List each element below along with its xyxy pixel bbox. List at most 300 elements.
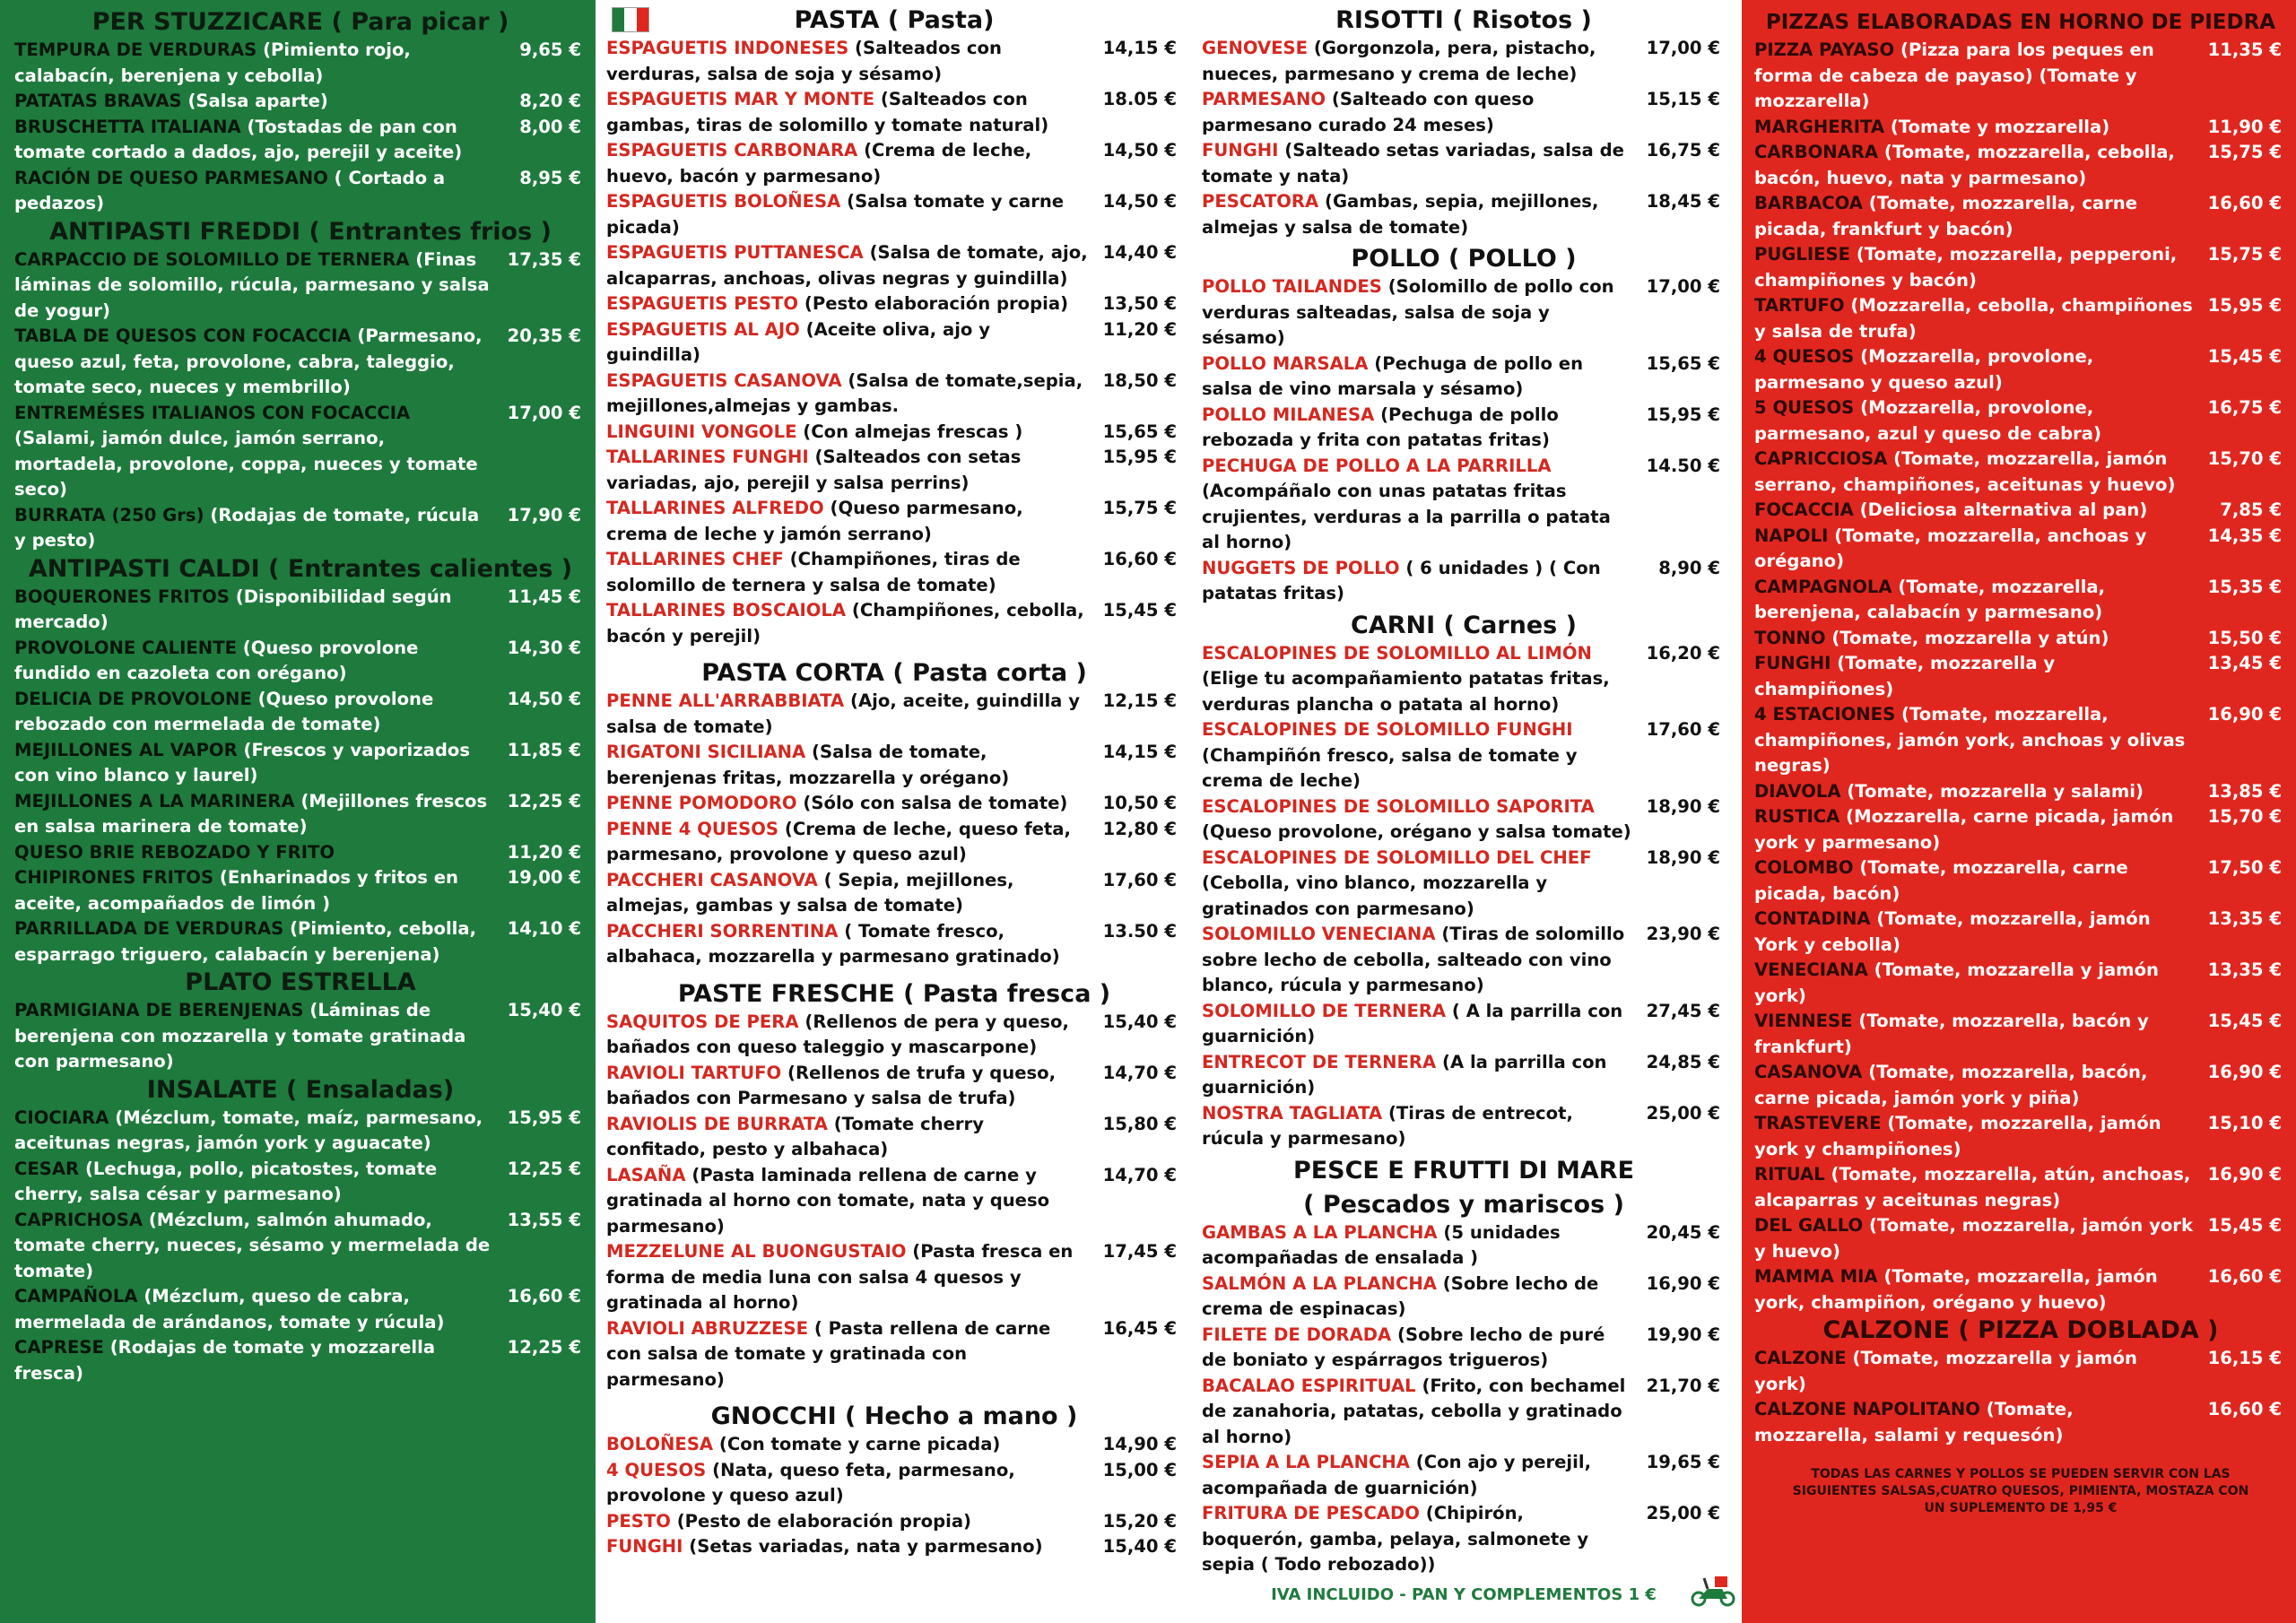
- menu-item-espaguetis-al-ajo: [606, 317, 1182, 369]
- item-description: (Parmesano, queso azul, feta, provolone, cabra, taleggio, tomate seco, nueces y membrillo): [14, 325, 483, 397]
- menu-item-tallarines-chef: [606, 547, 1182, 598]
- item-name: FILETE DE DORADA: [1202, 1324, 1392, 1345]
- item-name: RUSTICA: [1754, 806, 1840, 827]
- menu-item-pescatora: [1202, 189, 1726, 240]
- item-description: (Salsa aparte): [187, 91, 328, 111]
- item-price: 13.50 €: [1102, 920, 1177, 942]
- menu-item-cesar: [14, 1157, 587, 1208]
- menu-item-veneciana: [1754, 958, 2287, 1009]
- item-description: (Pimiento, cebolla, esparrago triguero, calabacín y berenjena): [14, 918, 477, 965]
- menu-item-linguini-vongole: [606, 420, 1182, 446]
- menu-item-raviolis-de-burrata: [606, 1112, 1182, 1163]
- item-price: 14,10 €: [507, 918, 581, 939]
- menu-item-parmigiana-de-berenjenas: [14, 998, 587, 1075]
- item-name: PATATAS BRAVAS: [14, 91, 182, 111]
- item-price: 14,70 €: [1102, 1062, 1177, 1083]
- item-name: FUNGHI: [1202, 140, 1279, 161]
- item-price: 15,15 €: [1646, 89, 1720, 109]
- menu-item-focaccia: [1754, 498, 2287, 524]
- menu-item-calzone: [1754, 1346, 2287, 1397]
- menu-item-parmesano: [1202, 87, 1726, 138]
- item-description: (Salteados con gambas, tiras de solomillo y tomate natural): [606, 89, 1049, 135]
- item-price: 15,95 €: [507, 1107, 581, 1128]
- item-price: 13,85 €: [2207, 780, 2282, 802]
- item-name: MEJILLONES A LA MARINERA: [14, 790, 295, 812]
- menu-item-barbacoa: [1754, 191, 2287, 242]
- menu-item-chipirones-fritos: [14, 865, 587, 916]
- item-description: (Mézclum, tomate, maíz, parmesano, aceitunas negras, jamón york y aguacate): [14, 1107, 483, 1153]
- section-heading: CARNI ( Carnes ): [1351, 611, 1577, 639]
- item-description: (Tomate, mozzarella, jamón york y champiñones): [1754, 1113, 2161, 1159]
- item-description: (Aceite oliva, ajo y guindilla): [606, 318, 990, 365]
- item-description: (Con almejas frescas ): [803, 421, 1023, 442]
- item-name: RAVIOLIS DE BURRATA: [606, 1113, 828, 1134]
- menu-item-espaguetis-pesto: [606, 291, 1182, 317]
- item-description: (Pizza para los peques en forma de cabeza de payaso) (Tomate y mozzarella): [1754, 39, 2154, 111]
- item-price: 16,90 €: [2207, 1164, 2282, 1185]
- section-heading: ( Pescados y mariscos ): [1303, 1190, 1624, 1219]
- item-name: TRASTEVERE: [1754, 1113, 1882, 1133]
- menu-item-penne-pomodoro: [606, 791, 1182, 817]
- item-price: 12,25 €: [507, 1337, 581, 1358]
- item-name: SALMÓN A LA PLANCHA: [1202, 1272, 1437, 1294]
- menu-item-fritura-de-pescado: [1202, 1501, 1726, 1578]
- menu-item-parrillada-de-verduras: [14, 916, 587, 968]
- item-name: CALZONE: [1754, 1348, 1847, 1368]
- item-description: (Setas variadas, nata y parmesano): [689, 1536, 1043, 1557]
- item-description: (5 unidades acompañadas de ensalada ): [1202, 1221, 1561, 1268]
- menu-item-nuggets-de-pollo: [1202, 556, 1726, 607]
- menu-item-nostra-tagliata: [1202, 1101, 1726, 1152]
- section-heading: POLLO ( POLLO ): [1351, 245, 1577, 273]
- item-price: 17,45 €: [1102, 1241, 1177, 1262]
- item-description: (Ajo, aceite, guindilla y salsa de tomate): [606, 690, 1080, 737]
- menu-item-penne-4-quesos: [606, 817, 1182, 868]
- item-description: (Salsa de tomate, ajo, alcaparras, anchoas, olivas negras y guindilla): [606, 242, 1088, 289]
- item-name: ENTREMÉSES ITALIANOS CON FOCACCIA: [14, 402, 411, 423]
- item-price: 15,95 €: [1646, 404, 1720, 425]
- item-price: 17,00 €: [1646, 38, 1720, 58]
- item-price: 11,35 €: [2207, 39, 2282, 60]
- menu-item-escalopines-de-solomillo-funghi: [1202, 717, 1726, 794]
- item-description: (Pechuga de pollo en salsa de vino marsala y sésamo): [1202, 352, 1584, 399]
- item-name: ESCALOPINES DE SOLOMILLO SAPORITA: [1202, 795, 1595, 817]
- item-name: PARMIGIANA DE BERENJENAS: [14, 1000, 304, 1020]
- item-description: (Tomate, mozzarella, carne picada, frankfurt y bacón): [1754, 193, 2138, 239]
- item-name: PARMESANO: [1202, 89, 1326, 109]
- menu-item-trastevere: [1754, 1111, 2287, 1162]
- item-description: (A la parrilla con guarnición): [1202, 1051, 1607, 1098]
- item-name: PACCHERI CASANOVA: [606, 869, 818, 890]
- item-description: (Tomate, mozzarella, berenjena, calabacín y parmesano): [1754, 576, 2106, 622]
- item-price: 14,15 €: [1102, 38, 1177, 58]
- item-name: CIOCIARA: [14, 1107, 109, 1128]
- section-heading: PASTA ( Pasta): [794, 6, 995, 34]
- item-name: TABLA DE QUESOS CON FOCACCIA: [14, 325, 352, 346]
- item-description: (Mozzarella, provolone, parmesano, azul y queso de cabra): [1754, 397, 2101, 444]
- item-description: (Tomate, mozzarella, bacón, carne picada, jamón york y piña): [1754, 1062, 2148, 1108]
- column-pizzas: [1742, 0, 2296, 1623]
- item-price: 15,40 €: [1102, 1536, 1177, 1557]
- item-price: 15,95 €: [2207, 295, 2282, 316]
- scooter-icon: [1688, 1569, 1738, 1607]
- item-description: (Queso provolone fundido en cazoleta con orégano): [14, 637, 419, 683]
- item-name: SOLOMILLO VENECIANA: [1202, 924, 1436, 944]
- item-name: POLLO TAILANDES: [1202, 276, 1382, 297]
- item-price: 25,00 €: [1646, 1102, 1720, 1124]
- menu-item-queso-brie-rebozado-y-frito: [14, 840, 587, 866]
- menu-item-tallarines-alfredo: [606, 496, 1182, 547]
- item-name: FUNGHI: [606, 1536, 683, 1557]
- item-price: 17,90 €: [507, 504, 581, 525]
- menu-item-espaguetis-indoneses: [606, 36, 1182, 87]
- menu-item-patatas-bravas: [14, 89, 587, 115]
- item-description: ( A la parrilla con guarnición): [1202, 1000, 1623, 1046]
- item-price: 15,45 €: [2207, 346, 2282, 367]
- item-name: FOCACCIA: [1754, 499, 1854, 520]
- item-name: MAMMA MIA: [1754, 1266, 1878, 1287]
- item-description: (Con ajo y perejil, acompañada de guarnición): [1202, 1452, 1592, 1498]
- menu-item-espaguetis-puttanesca: [606, 240, 1182, 291]
- item-name: ESCALOPINES DE SOLOMILLO DEL CHEF: [1202, 846, 1592, 868]
- section-heading: CALZONE ( PIZZA DOBLADA ): [1822, 1316, 2219, 1344]
- item-description: (Queso provolone, orégano y salsa tomate): [1202, 821, 1631, 842]
- item-description: (Tomate, mozzarella, salami y requesón): [1754, 1399, 2074, 1445]
- item-name: PIZZA PAYASO: [1754, 39, 1895, 60]
- item-name: PESCATORA: [1202, 191, 1319, 212]
- item-description: (Cebolla, vino blanco, mozzarella y gratinados con parmesano): [1202, 872, 1548, 919]
- item-name: PACCHERI SORRENTINA: [606, 920, 839, 942]
- menu-item-casanova: [1754, 1060, 2287, 1111]
- item-description: (Tomate, mozzarella, anchoas y orégano): [1754, 525, 2147, 571]
- item-description: (Mejillones frescos en salsa marinera de tomate): [14, 790, 488, 837]
- item-price: 16,15 €: [2207, 1348, 2282, 1368]
- item-name: BRUSCHETTA ITALIANA: [14, 116, 241, 137]
- menu-item-solomillo-de-ternera: [1202, 999, 1726, 1050]
- item-price: 16,60 €: [1102, 549, 1177, 569]
- menu-item-mejillones-al-vapor: [14, 738, 587, 789]
- item-description: (Tomate, mozzarella, jamón york y huevo): [1754, 1215, 2193, 1262]
- item-name: ESPAGUETIS MAR Y MONTE: [606, 89, 875, 109]
- menu-item-funghi: [1754, 651, 2287, 702]
- item-description: (Champiñón fresco, salsa de tomate y crema de leche): [1202, 744, 1578, 791]
- section-heading: GNOCCHI ( Hecho a mano ): [710, 1402, 1078, 1430]
- item-description: (Queso parmesano, crema de leche y jamón serrano): [606, 498, 1023, 544]
- menu-item-espaguetis-bolonesa: [606, 189, 1182, 240]
- section-heading: PESCE E FRUTTI DI MARE: [1292, 1156, 1635, 1185]
- item-price: 12,25 €: [507, 790, 581, 812]
- item-name: LINGUINI VONGOLE: [606, 421, 797, 442]
- item-description: (Rellenos de pera y queso, bañados con queso taleggio y mascarpone): [606, 1011, 1069, 1057]
- item-description: (Enharinados y fritos en aceite, acompañados de limón ): [14, 867, 458, 914]
- menu-item-pollo-milanesa: [1202, 403, 1726, 454]
- item-price: 17,00 €: [1646, 276, 1720, 297]
- item-description: (Tomate, mozzarella, atún, anchoas, alcaparras y aceitunas negras): [1754, 1164, 2191, 1211]
- item-price: 19,90 €: [1646, 1324, 1720, 1345]
- menu-item-tabla-de-quesos-con-focaccia: [14, 324, 587, 401]
- item-name: CESAR: [14, 1158, 80, 1179]
- item-description: (Láminas de berenjena con mozzarella y tomate gratinada con parmesano): [14, 1000, 466, 1072]
- item-name: PESTO: [606, 1510, 671, 1532]
- item-name: FUNGHI: [1754, 653, 1831, 673]
- item-name: BARBACOA: [1754, 193, 1863, 213]
- menu-item-solomillo-veneciana: [1202, 922, 1726, 999]
- menu-item-pugliese: [1754, 242, 2287, 293]
- item-price: 15,50 €: [2207, 627, 2282, 648]
- item-price: 27,45 €: [1646, 1000, 1720, 1021]
- sauces-note: TODAS LAS CARNES Y POLLOS SE PUEDEN SERVIR CON LAS SIGUIENTES SALSAS,CUATRO QUESOS, PIMIENTA, MOSTAZA CON UN SUPLEMENTO DE 1,95 €: [1792, 1467, 2249, 1515]
- item-name: VIENNESE: [1754, 1011, 1853, 1031]
- item-name: TALLARINES CHEF: [606, 549, 784, 569]
- item-name: LASAÑA: [606, 1164, 686, 1185]
- item-description: (Tomate y mozzarella): [1890, 116, 2110, 137]
- item-price: 23,90 €: [1646, 924, 1720, 944]
- item-price: 15,20 €: [1102, 1510, 1177, 1532]
- section-heading: ANTIPASTI CALDI ( Entrantes calientes ): [28, 554, 573, 583]
- item-price: 20,35 €: [507, 325, 581, 346]
- item-name: RIGATONI SICILIANA: [606, 742, 806, 762]
- item-name: FRITURA DE PESCADO: [1202, 1503, 1420, 1523]
- section-heading: PASTE FRESCHE ( Pasta fresca ): [677, 979, 1111, 1008]
- menu-item-tonno: [1754, 626, 2287, 652]
- menu-item-mezzelune-al-buongustaio: [606, 1239, 1182, 1316]
- item-description: (Tomate, mozzarella y champiñones): [1754, 653, 2056, 699]
- menu-item-bruschetta-italiana: [14, 115, 587, 166]
- item-description: (Champiñones, cebolla, bacón y perejil): [606, 600, 1084, 647]
- item-price: 14.50 €: [1646, 455, 1720, 476]
- menu-item-gambas-a-la-plancha: [1202, 1220, 1726, 1271]
- item-description: (Tomate, mozzarella y atún): [1831, 627, 2109, 648]
- menu-item-rustica: [1754, 804, 2287, 855]
- section-heading: ANTIPASTI FREDDI ( Entrantes frios ): [49, 217, 552, 246]
- item-price: 15,45 €: [1102, 600, 1177, 621]
- item-name: POLLO MILANESA: [1202, 404, 1375, 425]
- item-price: 11,90 €: [2207, 116, 2282, 137]
- menu-item-escalopines-de-solomillo-saporita: [1202, 794, 1726, 846]
- item-price: 15,80 €: [1102, 1113, 1177, 1134]
- item-description: (Salami, jamón dulce, jamón serrano, mortadela, provolone, coppa, nueces y tomate seco): [14, 428, 478, 499]
- item-description: (Tostadas de pan con tomate cortado a dados, ajo, perejil y aceite): [14, 116, 463, 162]
- item-description: (Mozzarella, carne picada, jamón york y parmesano): [1754, 806, 2174, 853]
- item-name: PARRILLADA DE VERDURAS: [14, 918, 284, 939]
- menu-item-espaguetis-casanova: [606, 369, 1182, 420]
- item-name: ESPAGUETIS BOLOÑESA: [606, 191, 841, 212]
- menu-item-funghi: [1202, 138, 1726, 189]
- item-name: DELICIA DE PROVOLONE: [14, 688, 252, 709]
- item-description: ( 6 unidades ) ( Con patatas fritas): [1202, 557, 1601, 603]
- menu-item-entrecot-de-ternera: [1202, 1050, 1726, 1101]
- item-description: (Salteados con verduras, salsa de soja y sésamo): [606, 38, 1002, 84]
- item-price: 17,35 €: [507, 248, 581, 270]
- item-name: CONTADINA: [1754, 908, 1871, 929]
- italy-flag-icon: [612, 7, 649, 32]
- item-name: TALLARINES BOSCAIOLA: [606, 600, 847, 621]
- item-price: 8,20 €: [519, 91, 581, 111]
- item-name: ESCALOPINES DE SOLOMILLO FUNGHI: [1202, 719, 1573, 740]
- item-description: (Tomate, mozzarella y salami): [1847, 780, 2144, 802]
- item-price: 15,65 €: [1102, 421, 1177, 442]
- item-description: (Tomate, mozzarella y jamón york): [1754, 959, 2159, 1006]
- item-name: CALZONE NAPOLITANO: [1754, 1399, 1980, 1419]
- item-description: (Pasta fresca en forma de media luna con salsa 4 quesos y gratinada al horno): [606, 1241, 1074, 1313]
- section-heading: PIZZAS ELABORADAS EN HORNO DE PIEDRA: [1765, 11, 2276, 34]
- item-description: (Pasta laminada rellena de carne y gratinada al horno con tomate, nata y queso parmesano): [606, 1164, 1050, 1237]
- item-description: (Tomate, mozzarella, jamón York y cebolla): [1754, 908, 2151, 955]
- menu-item-filete-de-dorada: [1202, 1323, 1726, 1374]
- item-name: BURRATA (250 Grs): [14, 504, 204, 525]
- menu-item-bolonesa: [606, 1432, 1182, 1458]
- menu-item-campagnola: [1754, 575, 2287, 626]
- item-price: 7,85 €: [2220, 499, 2282, 520]
- menu-item-salmon-a-la-plancha: [1202, 1271, 1726, 1323]
- menu-item-4-quesos: [1754, 344, 2287, 395]
- item-price: 17,60 €: [1646, 719, 1720, 740]
- item-description: (Nata, queso feta, parmesano, provolone y queso azul): [606, 1459, 1015, 1506]
- menu-item-margherita: [1754, 115, 2287, 141]
- item-price: 13,55 €: [507, 1209, 581, 1230]
- item-description: (Solomillo de pollo con verduras salteadas, salsa de soja y sésamo): [1202, 276, 1614, 348]
- item-name: BOQUERONES FRITOS: [14, 586, 230, 607]
- item-description: (Mozzarella, provolone, parmesano y queso azul): [1754, 346, 2094, 393]
- item-name: PROVOLONE CALIENTE: [14, 637, 237, 658]
- item-description: (Chipirón, boquerón, gamba, pelaya, salmonete y sepia ( Todo rebozado)): [1202, 1503, 1589, 1575]
- item-price: 17,60 €: [1102, 869, 1177, 890]
- item-description: (Tiras de entrecot, rúcula y parmesano): [1202, 1102, 1573, 1149]
- menu-item-mamma-mia: [1754, 1264, 2287, 1315]
- menu-item-viennese: [1754, 1009, 2287, 1060]
- item-name: 4 ESTACIONES: [1754, 704, 1896, 725]
- item-price: 11,20 €: [1102, 318, 1177, 340]
- item-description: (Tomate, mozzarella, jamón york, champiñon, orégano y huevo): [1754, 1266, 2158, 1313]
- item-price: 13,50 €: [1102, 293, 1177, 314]
- menu-item-caprichosa: [14, 1208, 587, 1285]
- item-price: 18,50 €: [1102, 369, 1177, 391]
- item-name: ESPAGUETIS PUTTANESCA: [606, 242, 864, 263]
- item-description: (Frescos y vaporizados con vino blanco y laurel): [14, 739, 471, 785]
- item-price: 15,10 €: [2207, 1113, 2282, 1133]
- item-name: CASANOVA: [1754, 1062, 1863, 1082]
- section-heading: PASTA CORTA ( Pasta corta ): [701, 659, 1087, 687]
- item-price: 16,90 €: [2207, 704, 2282, 725]
- tax-included-note: IVA INCLUIDO - PAN Y COMPLEMENTOS 1 €: [1271, 1584, 1657, 1604]
- item-name: PENNE POMODORO: [606, 793, 797, 813]
- item-description: (Tomate, mozzarella, pepperoni, champiñones y bacón): [1754, 244, 2178, 291]
- menu-item-pesto: [606, 1509, 1182, 1535]
- item-name: CARBONARA: [1754, 142, 1879, 162]
- item-price: 16,60 €: [2207, 1399, 2282, 1419]
- menu-item-saquitos-de-pera: [606, 1010, 1182, 1061]
- item-description: (Salteado setas variadas, salsa de tomate y nata): [1202, 140, 1624, 187]
- item-price: 15,75 €: [1102, 498, 1177, 518]
- menu-item-caprese: [14, 1335, 587, 1386]
- item-description: (Salteados con setas variadas, ajo, perejil y salsa perrins): [606, 447, 1022, 493]
- item-price: 14,90 €: [1102, 1434, 1177, 1454]
- item-price: 19,65 €: [1646, 1452, 1720, 1472]
- item-price: 18,90 €: [1646, 795, 1720, 817]
- item-price: 10,50 €: [1102, 793, 1177, 813]
- item-name: TALLARINES ALFREDO: [606, 498, 824, 518]
- item-price: 15,35 €: [2207, 576, 2282, 597]
- item-name: MEJILLONES AL VAPOR: [14, 739, 238, 760]
- menu-item-tallarines-boscaiola: [606, 598, 1182, 649]
- item-price: 11,20 €: [507, 841, 581, 863]
- item-price: 14,50 €: [1102, 191, 1177, 212]
- menu-item-napoli: [1754, 524, 2287, 575]
- item-price: 12,80 €: [1102, 818, 1177, 839]
- item-name: CAPRESE: [14, 1337, 104, 1358]
- item-description: (Sólo con salsa de tomate): [803, 793, 1068, 813]
- item-description: (Rodajas de tomate y mozzarella fresca): [14, 1337, 436, 1384]
- menu-item-escalopines-de-solomillo-del-chef: [1202, 846, 1726, 923]
- item-description: (Tomate cherry confitado, pesto y albahaca): [606, 1113, 984, 1159]
- item-name: RITUAL: [1754, 1164, 1825, 1185]
- item-price: 19,00 €: [507, 867, 581, 888]
- item-price: 16,20 €: [1646, 642, 1720, 664]
- item-price: 14,30 €: [507, 637, 581, 658]
- item-name: PENNE ALL'ARRABBIATA: [606, 690, 845, 711]
- menu-item-paccheri-sorrentina: [606, 919, 1182, 970]
- section-heading: PLATO ESTRELLA: [185, 968, 416, 996]
- item-name: ESPAGUETIS INDONESES: [606, 38, 849, 58]
- menu-item-lasana: [606, 1163, 1182, 1240]
- item-name: POLLO MARSALA: [1202, 352, 1369, 374]
- menu-item-colombo: [1754, 855, 2287, 907]
- item-description: (Gorgonzola, pera, pistacho, nueces, parmesano y crema de leche): [1202, 38, 1596, 84]
- menu-item-espaguetis-carbonara: [606, 138, 1182, 189]
- menu-item-espaguetis-mar-y-monte: [606, 87, 1182, 138]
- item-name: PUGLIESE: [1754, 244, 1851, 265]
- item-description: (Lechuga, pollo, picatostes, tomate cherry, salsa césar y parmesano): [14, 1158, 438, 1204]
- item-name: ESPAGUETIS CASANOVA: [606, 369, 842, 391]
- menu-item-calzone-napolitano: [1754, 1397, 2287, 1448]
- item-price: 16,60 €: [507, 1286, 581, 1306]
- item-name: ESCALOPINES DE SOLOMILLO AL LIMÓN: [1202, 642, 1592, 664]
- item-price: 15,75 €: [2207, 244, 2282, 265]
- menu-item-penne-all-arrabbiata: [606, 689, 1182, 740]
- item-name: ESPAGUETIS AL AJO: [606, 318, 800, 340]
- item-description: (Finas láminas de solomillo, rúcula, parmesano y salsa de yogur): [14, 248, 490, 321]
- menu-item-rigatoni-siciliana: [606, 740, 1182, 791]
- item-description: (Pimiento rojo, calabacín, berenjena y cebolla): [14, 39, 411, 86]
- item-price: 15,40 €: [1102, 1011, 1177, 1032]
- item-price: 16,60 €: [2207, 1266, 2282, 1287]
- item-name: SAQUITOS DE PERA: [606, 1011, 799, 1032]
- menu-item-funghi: [606, 1534, 1182, 1560]
- menu-item-capricciosa: [1754, 447, 2287, 498]
- menu-item-escalopines-de-solomillo-al-limon: [1202, 641, 1726, 718]
- item-description: (Pesto de elaboración propia): [676, 1510, 972, 1532]
- item-price: 18,90 €: [1646, 846, 1720, 868]
- column-mains: [1191, 0, 1742, 1623]
- item-description: (Mozzarella, cebolla, champiñones y salsa de trufa): [1754, 295, 2193, 342]
- item-price: 13,35 €: [2207, 959, 2282, 980]
- item-description: (Tomate, mozzarella, carne picada, bacón): [1754, 857, 2128, 904]
- item-description: (Rodajas de tomate, rúcula y pesto): [14, 504, 480, 551]
- item-price: 13,35 €: [2207, 908, 2282, 929]
- menu-item-tempura-de-verduras: [14, 38, 587, 89]
- item-description: (Salsa tomate y carne picada): [606, 191, 1065, 238]
- item-name: CHIPIRONES FRITOS: [14, 867, 214, 888]
- item-price: 16,75 €: [2207, 397, 2282, 418]
- item-price: 15,40 €: [507, 1000, 581, 1020]
- item-price: 15,70 €: [2207, 806, 2282, 827]
- item-name: TEMPURA DE VERDURAS: [14, 39, 257, 60]
- menu-item-tartufo: [1754, 293, 2287, 344]
- item-price: 14,40 €: [1102, 242, 1177, 263]
- item-price: 15,65 €: [1646, 352, 1720, 374]
- item-name: DEL GALLO: [1754, 1215, 1864, 1236]
- item-name: CARPACCIO DE SOLOMILLO DE TERNERA: [14, 248, 410, 270]
